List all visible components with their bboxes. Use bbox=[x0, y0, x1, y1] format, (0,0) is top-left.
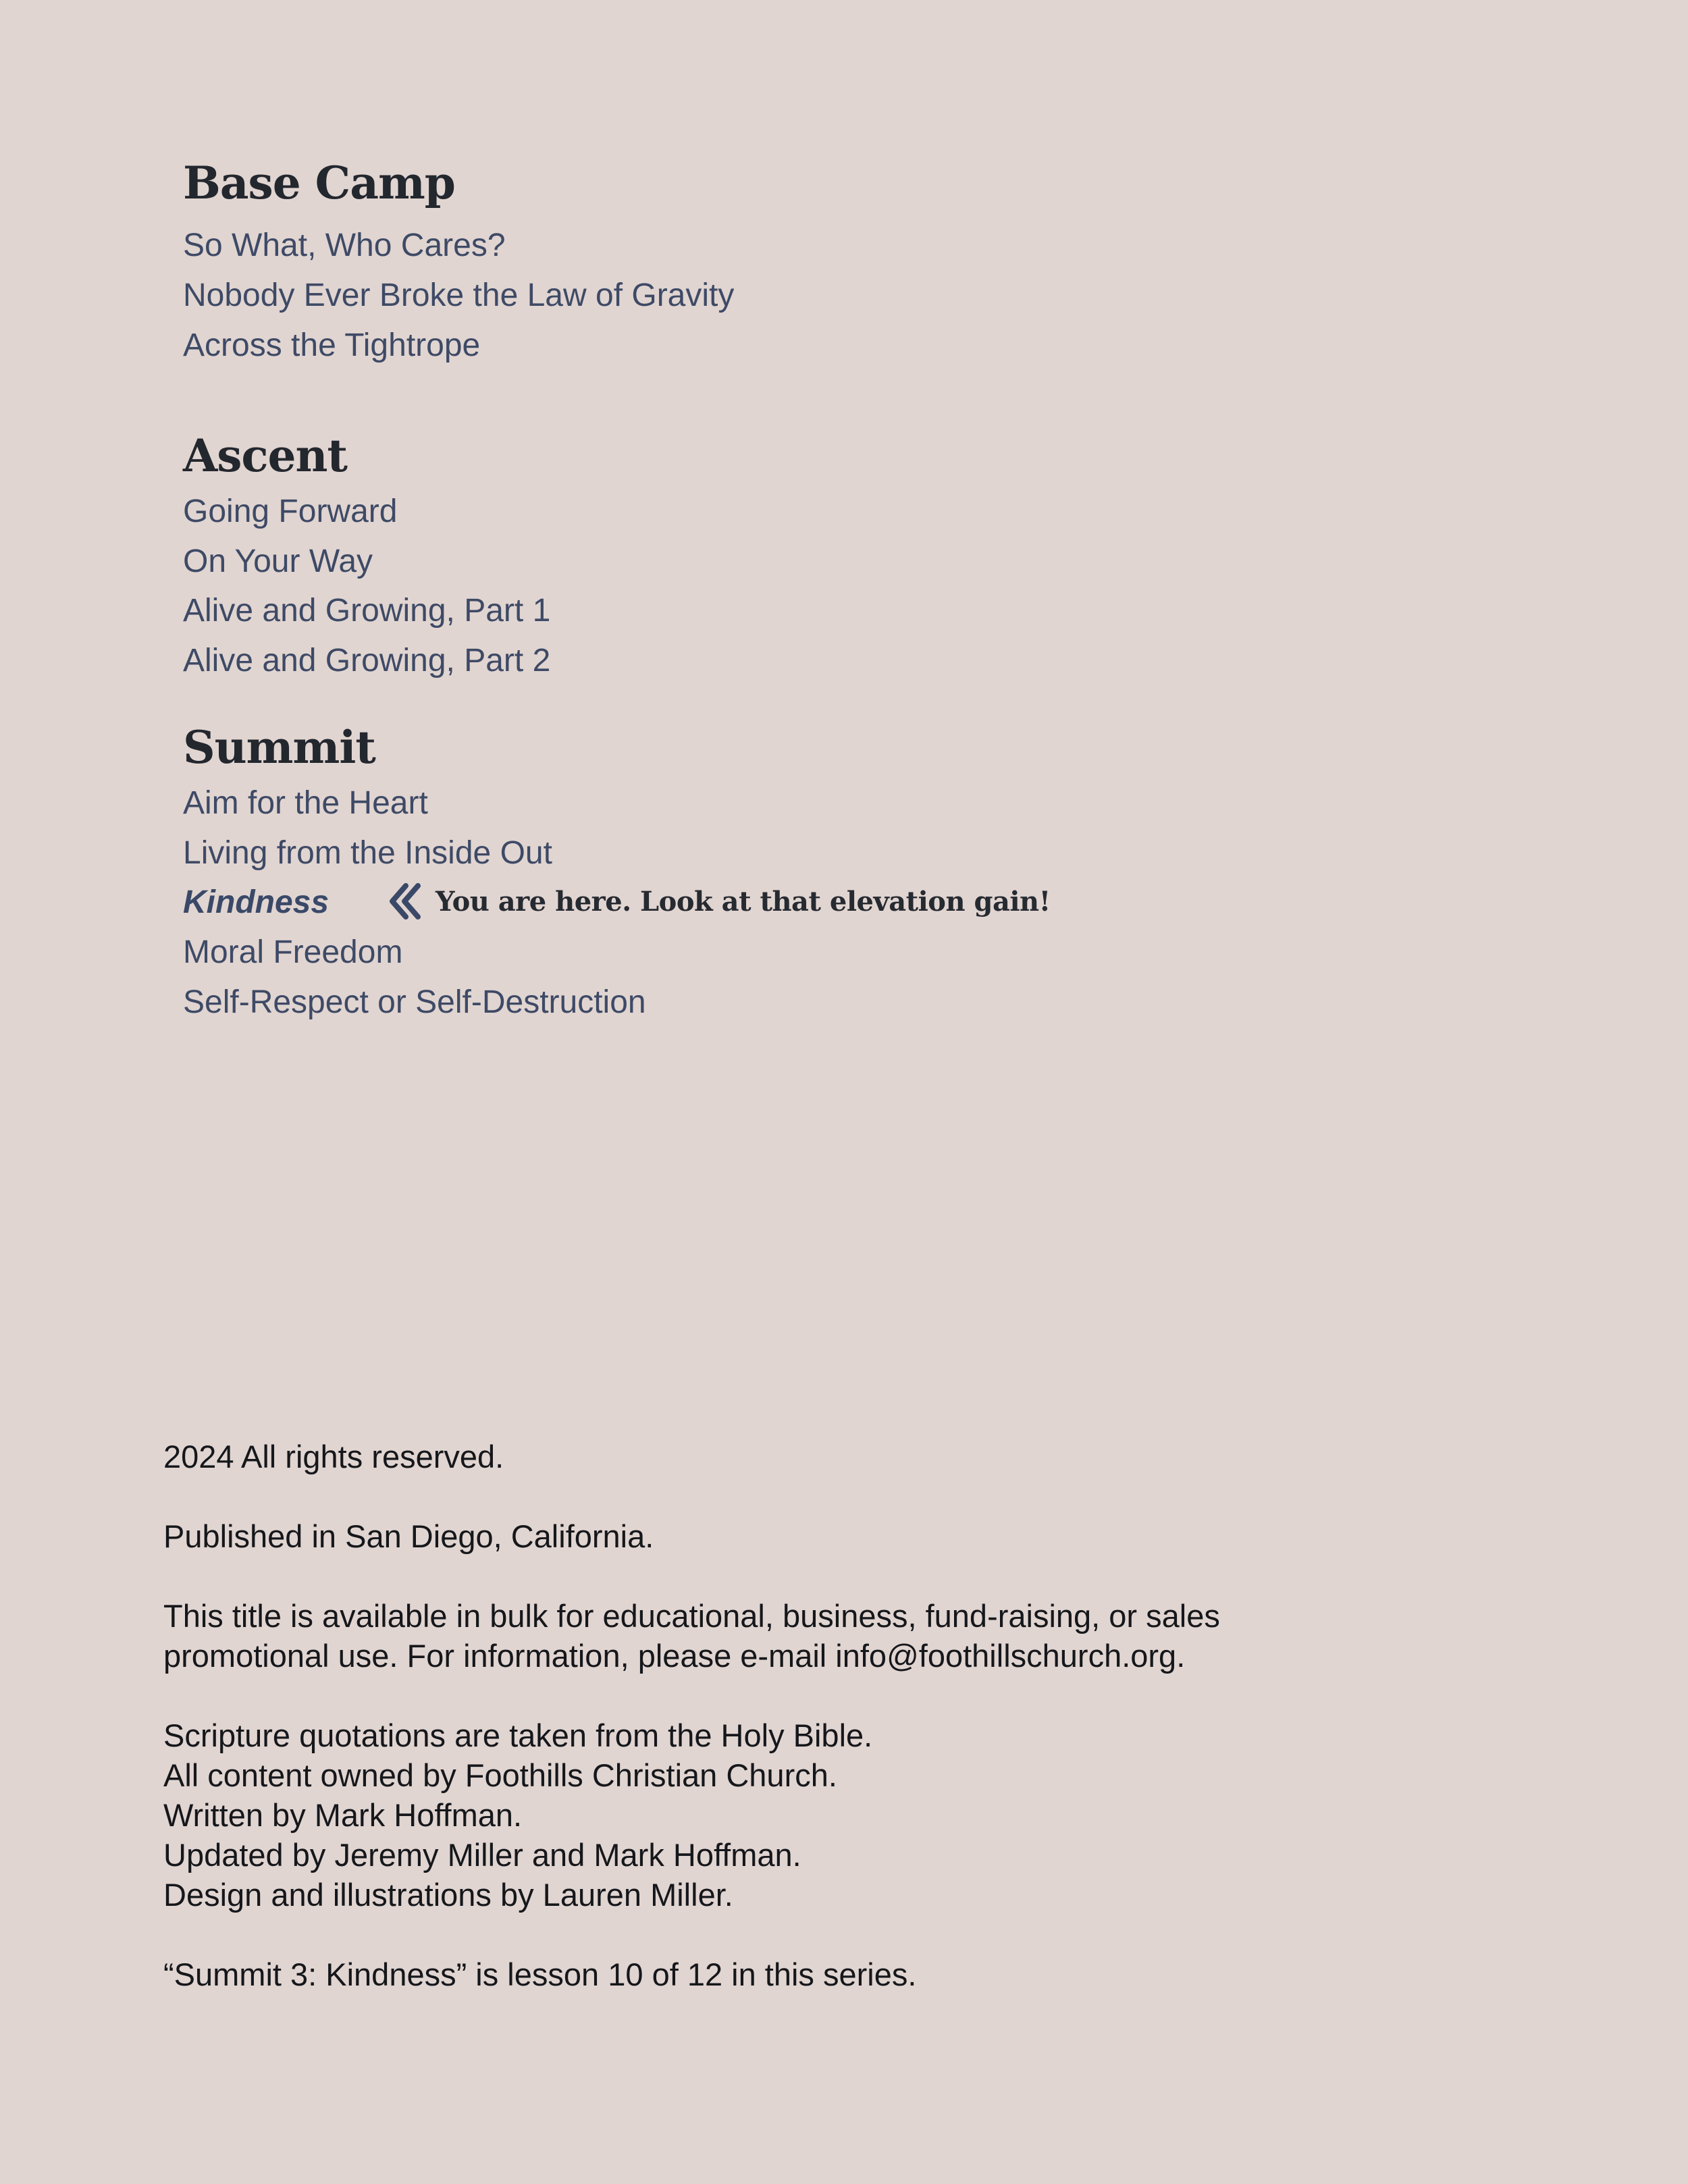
you-are-here-text: You are here. Look at that elevation gain! bbox=[436, 885, 1051, 917]
written-by-text: Written by Mark Hoffman. bbox=[163, 1797, 523, 1833]
bulk-availability-line-1: This title is available in bulk for educational, business, fund-raising, or sales bbox=[163, 1598, 1220, 1634]
lesson-item: Nobody Ever Broke the Law of Gravity bbox=[183, 277, 735, 313]
section-title-summit: Summit bbox=[183, 721, 375, 774]
rights-text: 2024 All rights reserved. bbox=[163, 1439, 504, 1474]
double-chevron-left-icon bbox=[387, 883, 422, 920]
lesson-item: Moral Freedom bbox=[183, 934, 403, 970]
section-title-ascent: Ascent bbox=[183, 429, 348, 482]
section-title-base-camp: Base Camp bbox=[183, 157, 455, 209]
lesson-item-current: Kindness bbox=[183, 884, 329, 920]
scripture-text: Scripture quotations are taken from the Holy Bible. bbox=[163, 1717, 873, 1753]
design-by-text: Design and illustrations by Lauren Miller. bbox=[163, 1877, 733, 1913]
current-lesson-marker bbox=[387, 883, 1051, 920]
lesson-item: Across the Tightrope bbox=[183, 327, 481, 363]
lesson-item: Going Forward bbox=[183, 494, 398, 529]
lesson-item: On Your Way bbox=[183, 543, 373, 579]
lesson-item: Alive and Growing, Part 1 bbox=[183, 593, 551, 629]
lesson-item: Alive and Growing, Part 2 bbox=[183, 643, 551, 678]
lesson-item: Self-Respect or Self-Destruction bbox=[183, 984, 646, 1020]
lesson-item: Aim for the Heart bbox=[183, 785, 428, 821]
bulk-availability-line-2: promotional use. For information, please e-mail info@foothillschurch.org. bbox=[163, 1638, 1186, 1674]
colophon bbox=[163, 1437, 1548, 1994]
published-text: Published in San Diego, California. bbox=[163, 1518, 654, 1554]
lesson-item: So What, Who Cares? bbox=[183, 228, 506, 263]
ownership-text: All content owned by Foothills Christian Church. bbox=[163, 1757, 837, 1793]
updated-by-text: Updated by Jeremy Miller and Mark Hoffman. bbox=[163, 1837, 801, 1873]
lesson-note-text: “Summit 3: Kindness” is lesson 10 of 12 in this series. bbox=[163, 1956, 917, 1992]
lesson-item: Living from the Inside Out bbox=[183, 835, 552, 871]
